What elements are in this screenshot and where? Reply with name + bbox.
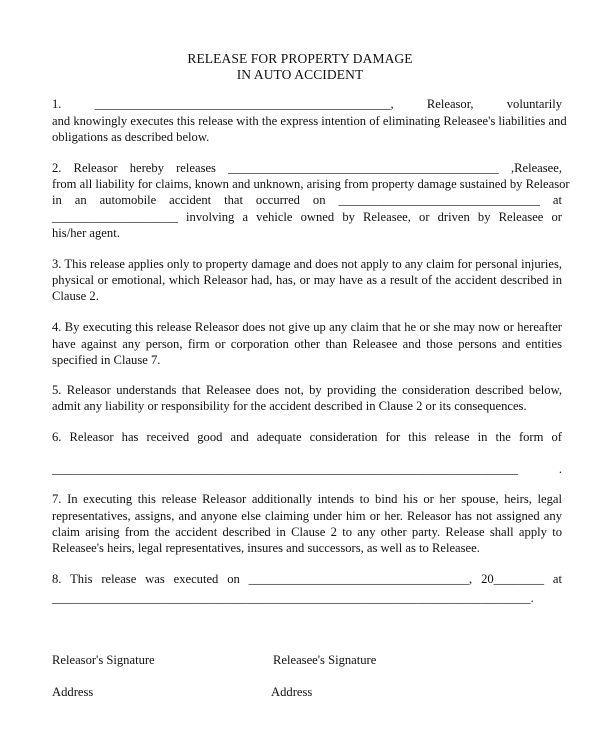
releasor-signature-label: Releasor's Signature	[52, 653, 155, 667]
clause-line: ____________________________________________________________________________.	[52, 591, 534, 605]
clause-line: 6. Releasor has received good and adequate consideration for this release in the form of	[52, 430, 562, 444]
clause-line: representatives, assigns, and anyone else claiming under him or her. Releasor has not assigned any	[52, 509, 562, 523]
clause-line: in an automobile accident that occurred on ________________________________ at	[52, 193, 562, 207]
clause-line: claim arising from the accident described in Clause 2 to any other party. Release shall apply to	[52, 525, 562, 539]
clause-line: Releasee's heirs, legal representatives, insures and successors, as well as to Releasee.	[52, 541, 480, 555]
document-title-line1: RELEASE FOR PROPERTY DAMAGE	[187, 51, 413, 66]
releasee-address-label: Address	[271, 685, 313, 699]
clause-line: 1. _______________________________________________, Releasor, voluntarily	[52, 97, 562, 111]
clause-line: ____________________ involving a vehicle owned by Releasee, or driven by Releasee or	[52, 210, 562, 224]
clause-line: have against any person, firm or corporation other than Releasee and those persons and entities	[52, 337, 562, 351]
document-title-line2: IN AUTO ACCIDENT	[236, 67, 364, 82]
clause-line: 4. By executing this release Releasor does not give up any claim that he or she may now or hereafter	[52, 320, 562, 334]
clause-line: and knowingly executes this release with the express intention of eliminating Releasee's liabilities and	[52, 114, 567, 128]
clause-line: his/her agent.	[52, 226, 120, 240]
clause-line: specified in Clause 7.	[52, 353, 161, 367]
clause-line: from all liability for claims, known and unknown, arising from property damage sustained by Releasor	[52, 177, 570, 191]
clause-line: admit any liability or responsibility for the accident described in Clause 2 or its consequences.	[52, 399, 527, 413]
releasee-signature-label: Releasee's Signature	[273, 653, 377, 667]
clause-line: __________________________________________________________________________ .	[52, 462, 562, 476]
clause-line: 3. This release applies only to property damage and does not apply to any claim for personal injuries,	[52, 257, 562, 271]
clause-line: obligations as described below.	[52, 130, 210, 144]
clause-line: 8. This release was executed on ___________________________________, 20________ at	[52, 572, 562, 586]
clause-line: 2. Releasor hereby releases ___________________________________________ ,Releasee,	[52, 161, 562, 175]
clause-line: physical or emotional, which Releasor had, has, or may have as a result of the accident described in	[52, 273, 562, 287]
clause-line: 5. Releasor understands that Releasee does not, by providing the consideration described below,	[52, 383, 562, 397]
clause-line: Clause 2.	[52, 289, 99, 303]
clause-line: 7. In executing this release Releasor additionally intends to bind his or her spouse, heirs, legal	[52, 492, 562, 506]
releasor-address-label: Address	[52, 685, 94, 699]
